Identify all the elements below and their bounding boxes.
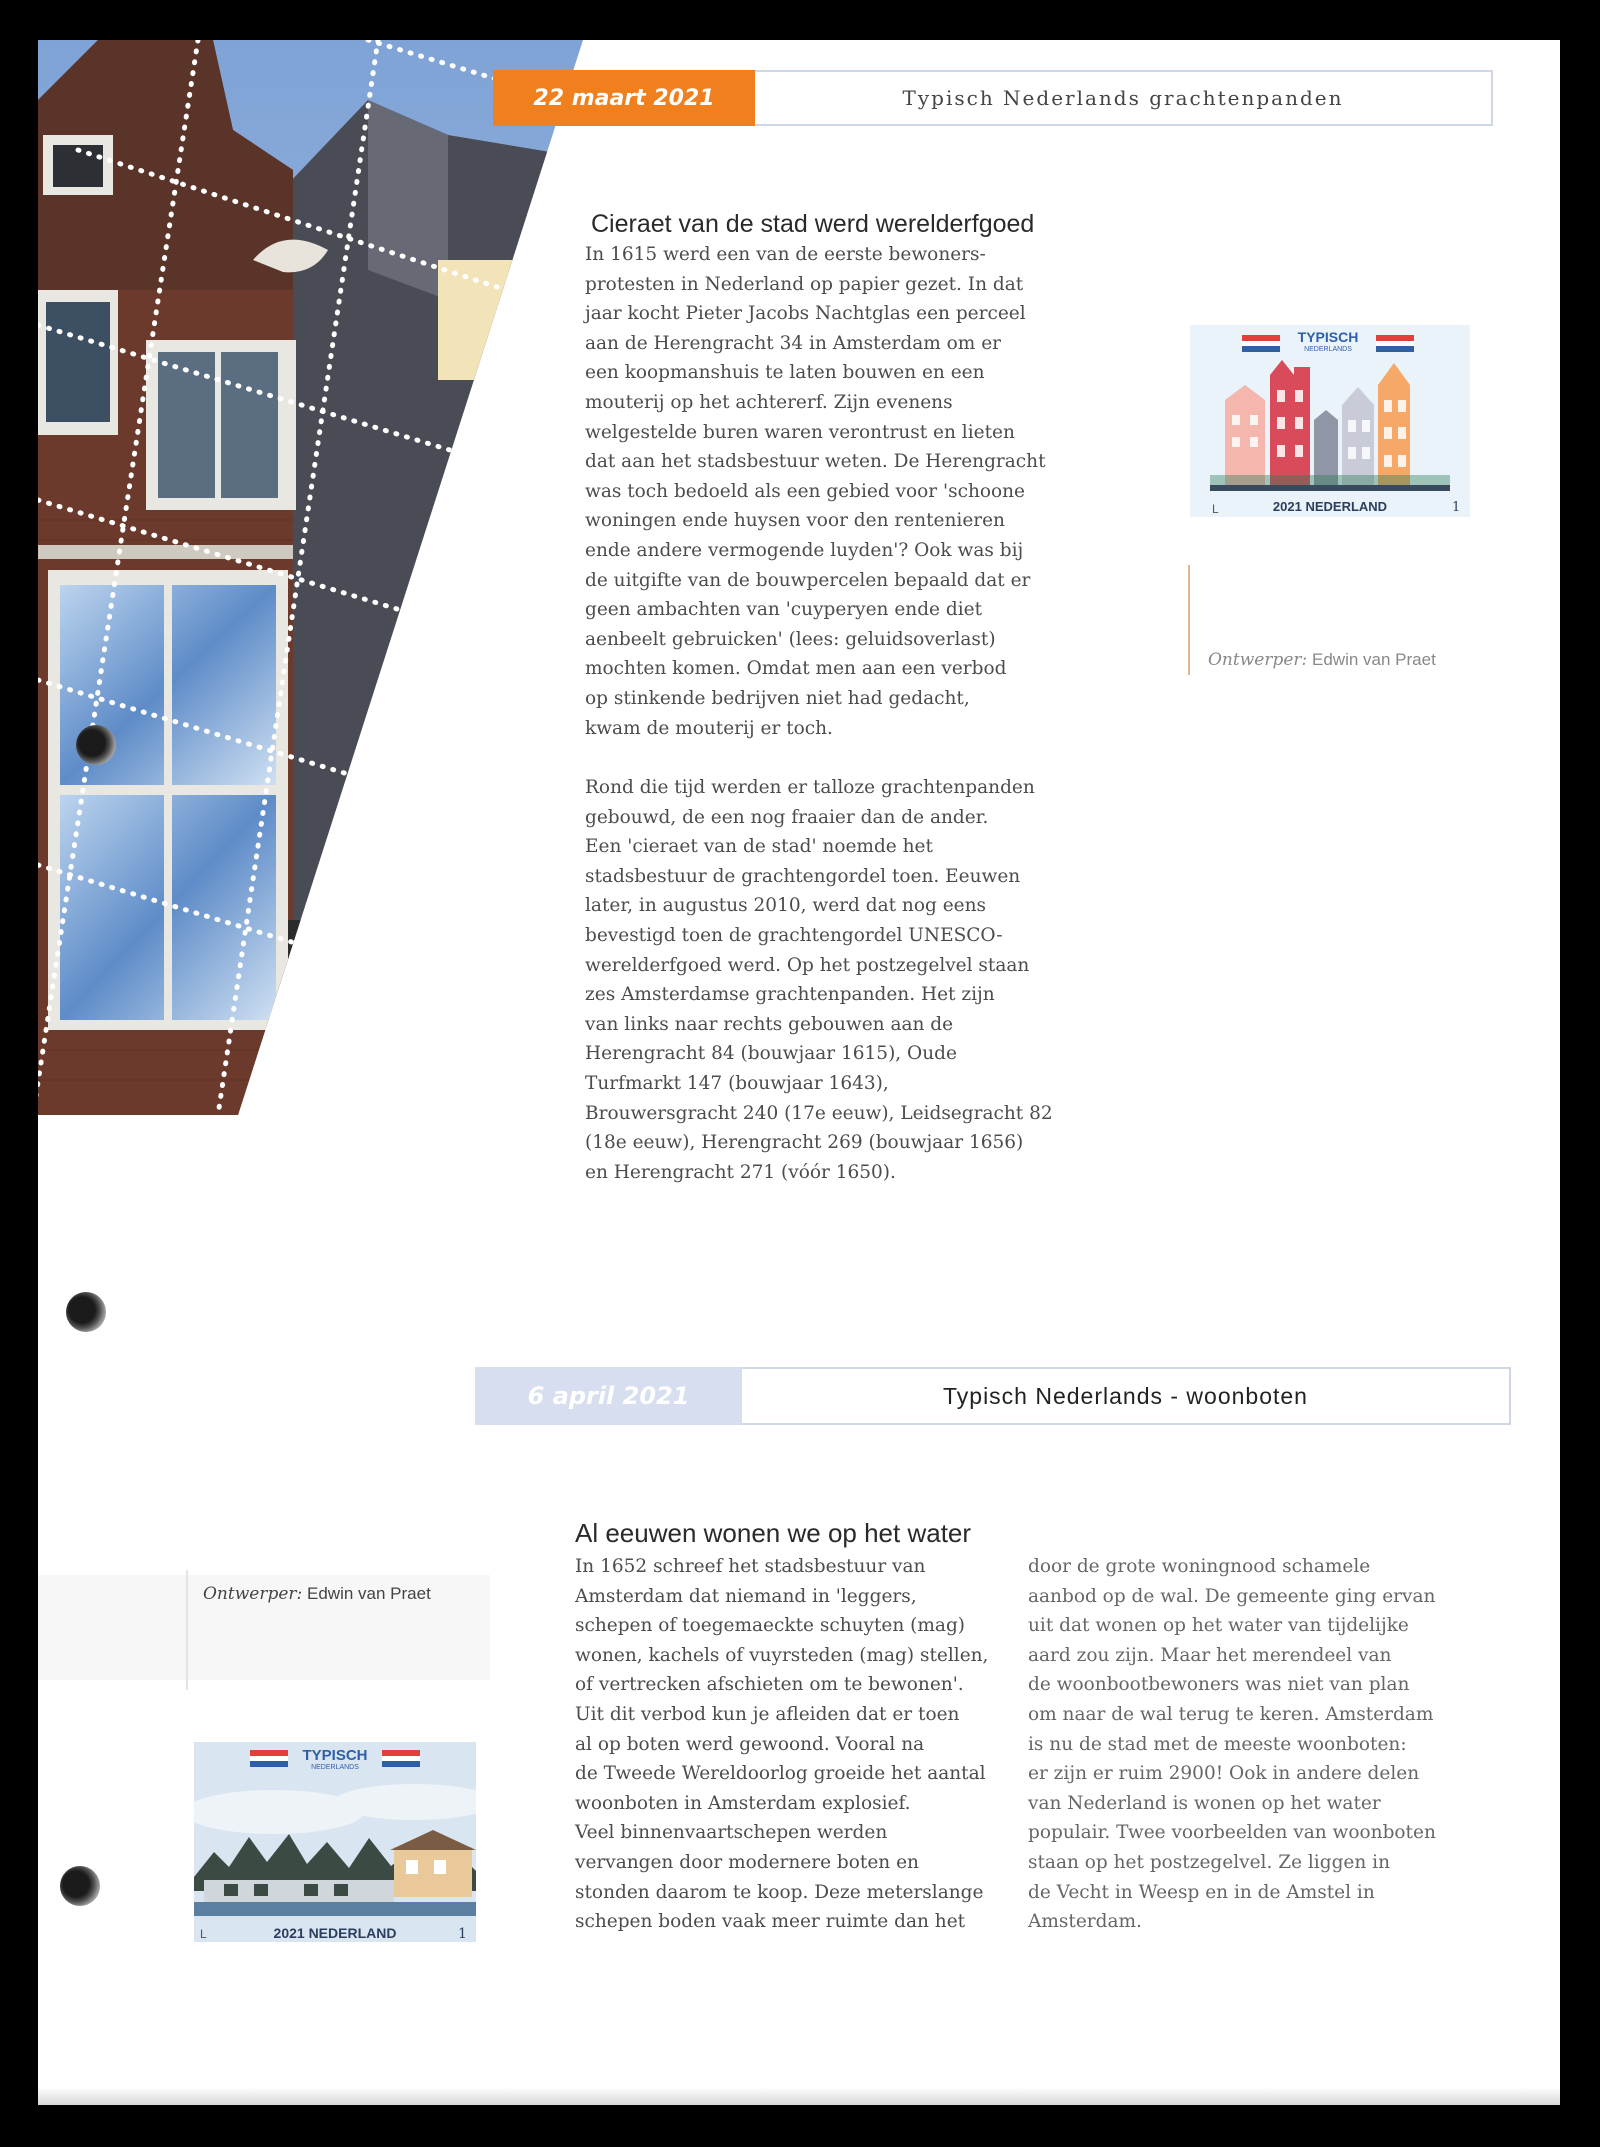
text-line: van links naar rechts gebouwen aan de [585, 1013, 954, 1035]
text-line: aenbeelt gebruicken' (lees: geluidsoverlast) [585, 628, 996, 650]
text-line: (18e eeuw), Herengracht 269 (bouwjaar 1656) [585, 1132, 1024, 1154]
text-line: In 1615 werd een van de eerste bewoners- [585, 244, 986, 265]
issue-date: 6 april 2021 [475, 1367, 742, 1425]
divider-line [186, 1570, 188, 1690]
text-line: de Vecht in Weesp en in de Amstel in [1028, 1881, 1375, 1903]
article-column-left [575, 1552, 1015, 1937]
dutch-flag-icon [1376, 335, 1414, 352]
page-edge [38, 2087, 1560, 2105]
text-line: van Nederland is wonen op het water [1028, 1792, 1381, 1814]
text-line: bevestigd toen de grachtengordel UNESCO- [585, 925, 1003, 947]
text-line: Veel binnenvaartschepen werden [575, 1822, 888, 1844]
credit-label: Ontwerper: [1208, 650, 1308, 670]
text-line: woonboten in Amsterdam explosief. [575, 1792, 911, 1814]
text-line: geen ambachten van 'cuyperyen ende diet [585, 599, 983, 621]
stamp-value: 1 [1452, 500, 1461, 515]
text-line: welgestelde buren waren verontrust en lieten [585, 421, 1015, 443]
binder-hole [66, 1292, 106, 1332]
text-line: later, in augustus 2010, werd dat nog eens [585, 895, 986, 917]
paragraph-1 [585, 240, 1055, 743]
text-line: uit dat wonen op het water van tijdelijke [1028, 1615, 1409, 1637]
stamp-grachtenpanden [1190, 325, 1470, 517]
header-bar-grachtenpanden [493, 70, 1493, 126]
text-line: Een 'cieraet van de stad' noemde het [585, 836, 933, 858]
text-line: was toch bedoeld als een gebied voor 'schoone [585, 480, 1026, 502]
binder-hole [76, 725, 116, 765]
text-line: om naar de wal terug te keren. Amsterdam [1028, 1703, 1434, 1725]
text-line: of vertrecken afschieten om te bewonen'. [575, 1674, 964, 1696]
text-line: ende andere vermogende luyden'? Ook was bij [585, 539, 1024, 561]
text-line: werelderfgoed werd. Op het postzegelvel staan [585, 954, 1030, 976]
series-title: Typisch Nederlands - woonboten [742, 1367, 1511, 1425]
text-line: de Tweede Wereldoorlog groeide het aantal [575, 1763, 986, 1785]
dutch-flag-icon [1242, 335, 1280, 352]
text-line: kwam de mouterij er toch. [585, 717, 833, 739]
dutch-flag-icon [250, 1750, 288, 1767]
stamp-brand: TYPISCH [1297, 329, 1359, 345]
stamp-country: 2021 NEDERLAND [273, 1925, 397, 1941]
text-line: mouterij op het achtererf. Zijn evenens [585, 391, 953, 413]
paragraph-2 [585, 773, 1055, 1187]
stamp-value: 1 [458, 1926, 467, 1942]
text-line: de uitgifte van de bouwpercelen bepaald dat er [585, 569, 1031, 591]
text-line: jaar kocht Pieter Jacobs Nachtglas een perceel [585, 303, 1026, 325]
stamp-country: 2021 NEDERLAND [1272, 499, 1388, 514]
text-line: gebouwd, de een nog fraaier dan de ander. [585, 806, 989, 828]
canal-house-photo [38, 40, 598, 1115]
designer-credit [1208, 650, 1436, 670]
dutch-flag-icon [382, 1750, 420, 1767]
article-heading: Cieraet van de stad werd werelderfgoed [591, 210, 1035, 238]
text-line: dat aan het stadsbestuur weten. De Herengracht [585, 451, 1046, 473]
text-line: aan de Herengracht 34 in Amsterdam om er [585, 332, 1002, 354]
text-line: zes Amsterdamse grachtenpanden. Het zijn [585, 984, 995, 1006]
text-line: protesten in Nederland op papier gezet. In dat [585, 273, 1024, 295]
designer-credit [203, 1584, 431, 1604]
text-line: stadsbestuur de grachtengordel toen. Eeuwen [585, 865, 1021, 887]
text-line: vervangen door modernere boten en [575, 1851, 919, 1873]
article-heading: Al eeuwen wonen we op het water [575, 1518, 972, 1548]
binder-hole [60, 1866, 100, 1906]
text-line: Turfmarkt 147 (bouwjaar 1643), [585, 1073, 889, 1095]
stamp-brand: TYPISCH [302, 1747, 368, 1764]
text-line: staan op het postzegelvel. Ze liggen in [1028, 1851, 1390, 1873]
header-bar-woonboten [475, 1367, 1511, 1425]
text-line: woningen ende huysen voor den rentenieren [585, 510, 1005, 532]
text-line: de woonbootbewoners was niet van plan [1028, 1674, 1410, 1696]
article-body [585, 240, 1055, 1187]
stamp-woonboten [194, 1742, 476, 1942]
text-line: stonden daarom te koop. Deze meterslange [575, 1881, 984, 1903]
issue-date: 22 maart 2021 [493, 70, 755, 126]
series-title: Typisch Nederlands grachtenpanden [755, 70, 1493, 126]
credit-name: Edwin van Praet [307, 1584, 431, 1603]
credit-name: Edwin van Praet [1312, 650, 1436, 669]
credit-label: Ontwerper: [203, 1584, 303, 1604]
text-line: aanbod op de wal. De gemeente ging ervan [1028, 1585, 1436, 1607]
text-line: schepen boden vaak meer ruimte dan het [575, 1911, 966, 1933]
text-line: schepen of toegemaeckte schuyten (mag) [575, 1615, 965, 1637]
text-line: Brouwersgracht 240 (17e eeuw), Leidsegracht 82 [585, 1102, 1053, 1124]
text-line: aard zou zijn. Maar het merendeel van [1028, 1644, 1392, 1666]
stamp-brand-sub: NEDERLANDS [311, 1764, 359, 1771]
text-line: mochten komen. Omdat men aan een verbod [585, 658, 1007, 680]
stamp-brand-sub: NEDERLANDS [1304, 346, 1352, 353]
perforation-mark: L [200, 1927, 207, 1941]
perforation-mark: L [1212, 502, 1219, 516]
text-line: Amsterdam. [1028, 1911, 1142, 1933]
text-line: Amsterdam dat niemand in 'leggers, [575, 1585, 917, 1607]
text-line: er zijn er ruim 2900! Ook in andere delen [1028, 1763, 1420, 1785]
text-line: Herengracht 84 (bouwjaar 1615), Oude [585, 1043, 957, 1065]
text-line: een koopmanshuis te laten bouwen en een [585, 362, 985, 384]
text-line: Uit dit verbod kun je afleiden dat er toen [575, 1703, 960, 1725]
text-line: Rond die tijd werden er talloze grachtenpanden [585, 777, 1035, 799]
text-line: en Herengracht 271 (vóór 1650). [585, 1161, 896, 1183]
text-line: In 1652 schreef het stadsbestuur van [575, 1556, 926, 1577]
text-line: is nu de stad met de meeste woonboten: [1028, 1733, 1407, 1755]
album-page [38, 40, 1560, 2105]
text-line: populair. Twee voorbeelden van woonboten [1028, 1822, 1436, 1844]
divider-line [1188, 565, 1190, 675]
text-line: door de grote woningnood schamele [1028, 1556, 1371, 1577]
text-line: op stinkende bedrijven niet had gedacht, [585, 687, 970, 709]
text-line: al op boten werd gewoond. Vooral na [575, 1733, 925, 1755]
text-line: wonen, kachels of vuyrsteden (mag) stellen, [575, 1644, 989, 1666]
article-column-right [1028, 1552, 1478, 1937]
